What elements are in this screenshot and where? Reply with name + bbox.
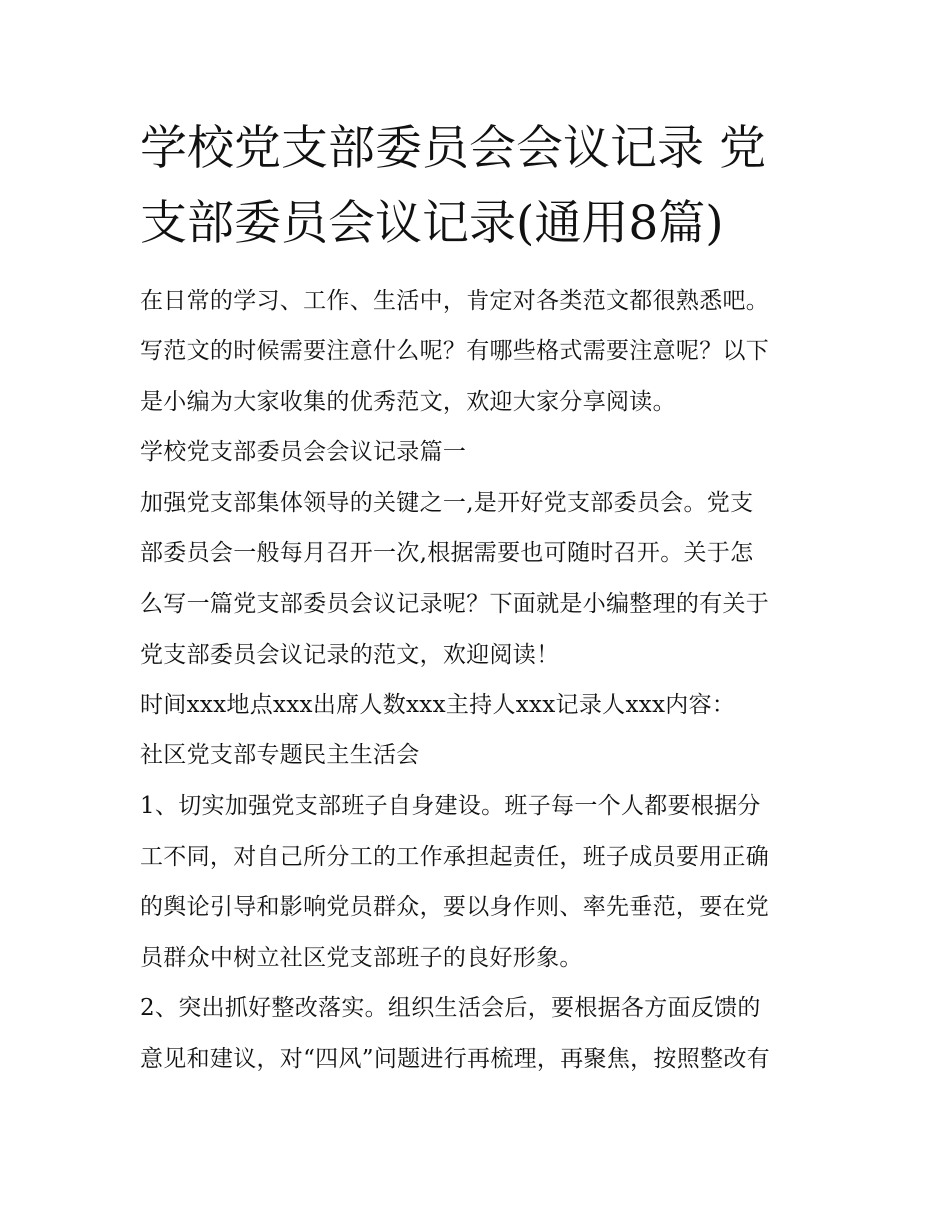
paragraph-line-3: 么写一篇党支部委员会议记录呢？下面就是小编整理的有关于 (140, 591, 770, 617)
intro-line-1: 在日常的学习、工作、生活中，肯定对各类范文都很熟悉吧。 (140, 288, 770, 314)
item-1-line-2: 工不同，对自己所分工的工作承担起责任，班子成员要用正确 (140, 844, 770, 870)
document-title-line-1: 学校党支部委员会会议记录 党 (140, 121, 766, 176)
meeting-info-line: 时间xxx地点xxx出席人数xxx主持人xxx记录人xxx内容： (140, 692, 736, 718)
paragraph-line-1: 加强党支部集体领导的关键之一,是开好党支部委员会。党支 (140, 490, 754, 516)
intro-line-2: 写范文的时候需要注意什么呢？有哪些格式需要注意呢？以下 (140, 338, 770, 364)
item-1-line-3: 的舆论引导和影响党员群众，要以身作则、率先垂范，要在党 (140, 894, 770, 920)
item-2-line-1: 2、突出抓好整改落实。组织生活会后，要根据各方面反馈的 (140, 995, 761, 1021)
paragraph-line-2: 部委员会一般每月召开一次,根据需要也可随时召开。关于怎 (140, 540, 754, 566)
section-heading: 学校党支部委员会会议记录篇一 (140, 439, 467, 465)
item-1-line-1: 1、切实加强党支部班子自身建设。班子每一个人都要根据分 (140, 793, 761, 819)
document-title-line-2: 支部委员会议记录(通用8篇) (140, 196, 724, 251)
meeting-subject: 社区党支部专题民主生活会 (140, 742, 420, 768)
item-1-line-4: 员群众中树立社区党支部班子的良好形象。 (140, 945, 583, 971)
item-2-line-2: 意见和建议，对“四风”问题进行再梳理，再聚焦，按照整改有 (140, 1046, 770, 1072)
intro-line-3: 是小编为大家收集的优秀范文，欢迎大家分享阅读。 (140, 389, 676, 415)
paragraph-line-4: 党支部委员会议记录的范文，欢迎阅读！ (140, 642, 560, 668)
